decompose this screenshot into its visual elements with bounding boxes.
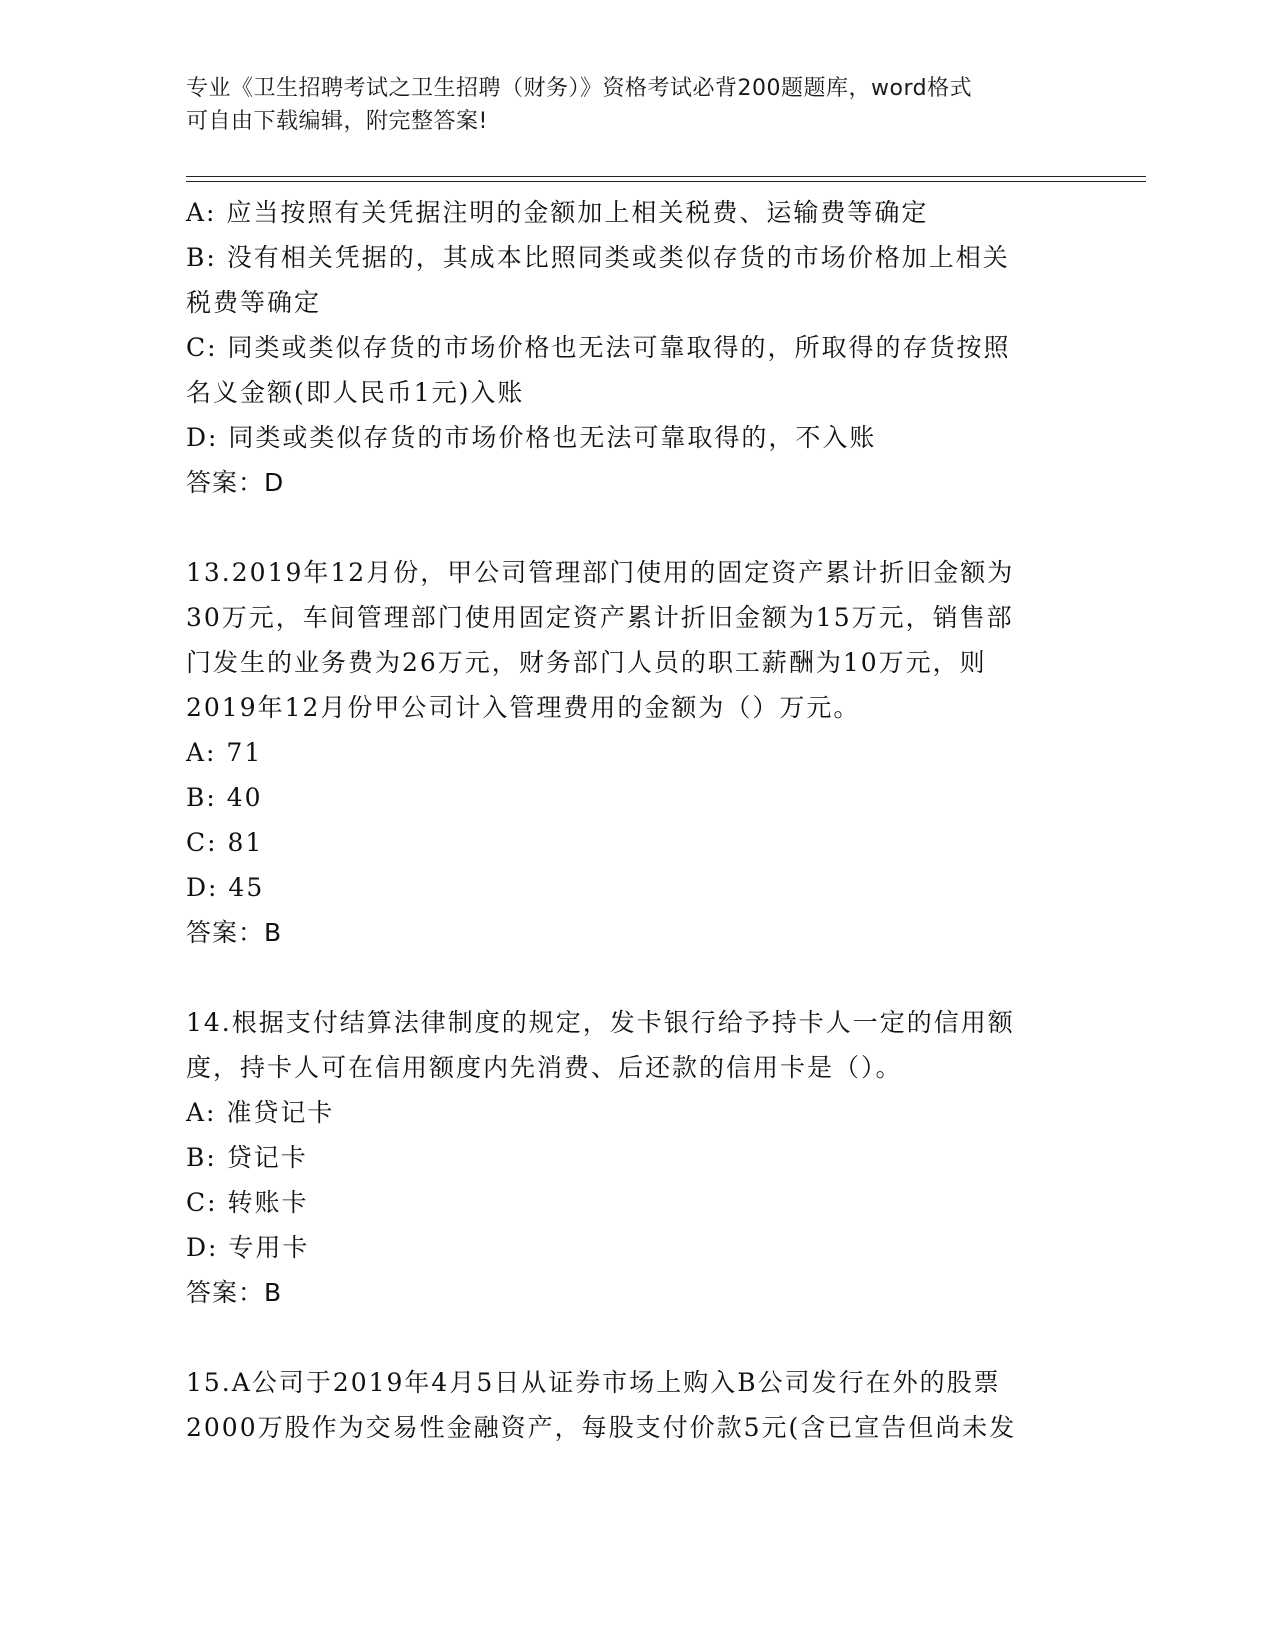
- option-d: D: 45: [186, 873, 265, 902]
- option-c: C: 转账卡: [186, 1188, 309, 1217]
- option-b-line2: 税费等确定: [186, 288, 322, 317]
- question-15-stem-line1: 15.A公司于2019年4月5日从证券市场上购入B公司发行在外的股票: [186, 1368, 1001, 1397]
- option-b: B: 贷记卡: [186, 1143, 308, 1172]
- header-title-line2: 可自由下载编辑，附完整答案!: [186, 109, 488, 134]
- header-divider-bottom: [186, 181, 1146, 182]
- option-b-line1: B: 没有相关凭据的，其成本比照同类或类似存货的市场价格加上相关: [186, 243, 1010, 272]
- question-13: [186, 550, 1076, 955]
- header-title-line1: 专业《卫生招聘考试之卫生招聘（财务）》资格考试必背200题题库，word格式: [186, 76, 973, 101]
- spacer: [186, 1315, 1076, 1360]
- question-14-stem-line1: 14.根据支付结算法律制度的规定，发卡银行给予持卡人一定的信用额: [186, 1008, 1015, 1037]
- header-divider-top: [186, 176, 1146, 177]
- option-d: D: 同类或类似存货的市场价格也无法可靠取得的，不入账: [186, 423, 877, 452]
- option-a: A: 准贷记卡: [186, 1098, 335, 1127]
- option-d: D: 专用卡: [186, 1233, 310, 1262]
- option-a: A: 应当按照有关凭据注明的金额加上相关税费、运输费等确定: [186, 198, 929, 227]
- option-c-line2: 名义金额(即人民币1元)入账: [186, 378, 525, 407]
- question-12-options: [186, 190, 1076, 505]
- answer-13: 答案：B: [186, 918, 283, 947]
- option-c: C: 81: [186, 828, 264, 857]
- question-14-stem-line2: 度，持卡人可在信用额度内先消费、后还款的信用卡是（）。: [186, 1053, 903, 1082]
- document-body: [186, 190, 1076, 1450]
- question-15: [186, 1360, 1076, 1450]
- spacer: [186, 955, 1076, 1000]
- answer-14: 答案：B: [186, 1278, 283, 1307]
- question-13-stem-line4: 2019年12月份甲公司计入管理费用的金额为（）万元。: [186, 693, 861, 722]
- spacer: [186, 505, 1076, 550]
- question-13-stem-line2: 30万元，车间管理部门使用固定资产累计折旧金额为15万元，销售部: [186, 603, 1014, 632]
- option-c-line1: C: 同类或类似存货的市场价格也无法可靠取得的，所取得的存货按照: [186, 333, 1011, 362]
- question-15-stem-line2: 2000万股作为交易性金融资产，每股支付价款5元(含已宣告但尚未发: [186, 1413, 1017, 1442]
- option-a: A: 71: [186, 738, 263, 767]
- question-13-stem-line1: 13.2019年12月份，甲公司管理部门使用的固定资产累计折旧金额为: [186, 558, 1015, 587]
- answer-12: 答案：D: [186, 468, 285, 497]
- document-header: [186, 72, 1066, 138]
- question-13-stem-line3: 门发生的业务费为26万元，财务部门人员的职工薪酬为10万元，则: [186, 648, 987, 677]
- option-b: B: 40: [186, 783, 263, 812]
- question-14: [186, 1000, 1076, 1315]
